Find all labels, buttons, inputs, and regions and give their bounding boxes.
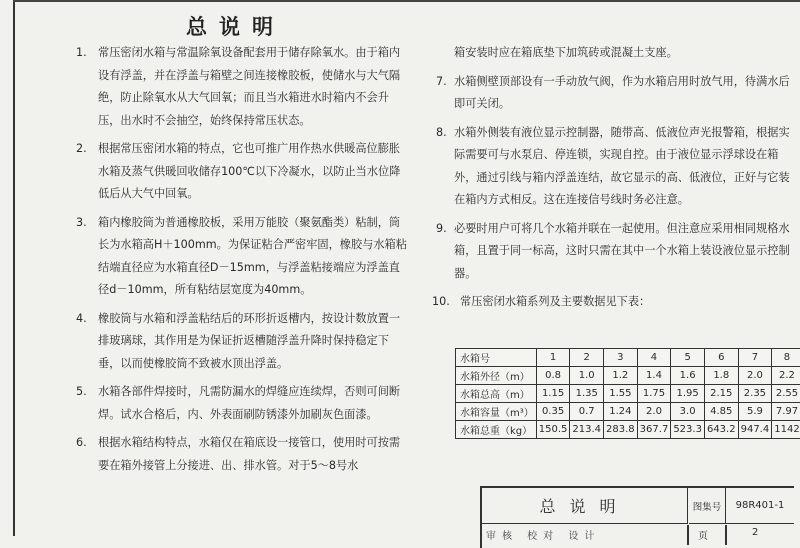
note-item-4 bbox=[70, 308, 410, 376]
table-cell: 2.2 bbox=[772, 367, 800, 385]
table-cell: 367.7 bbox=[637, 421, 671, 439]
table-header-cell: 3 bbox=[604, 349, 638, 367]
table-cell: 1.6 bbox=[671, 367, 705, 385]
note-number: 4. bbox=[76, 308, 87, 331]
note-text: 水箱侧壁顶部设有一手动放气阀，作为水箱启用时放气用，待满水后即可关闭。 bbox=[454, 75, 790, 111]
note-text: 必要时用户可将几个水箱并联在一起使用。但注意应采用相同规格水箱，且置于同一标高，这时只需在其中一个水箱上装设液位显示控制器。 bbox=[454, 222, 790, 280]
table-row bbox=[456, 421, 800, 439]
page-title: 总说明 bbox=[186, 11, 285, 41]
note-number: 1. bbox=[76, 42, 87, 65]
table-header-cell: 2 bbox=[570, 349, 604, 367]
title-block-page-number: 2 bbox=[752, 527, 758, 538]
table-header-cell: 水箱号 bbox=[456, 349, 537, 367]
table-cell: 0.7 bbox=[570, 403, 604, 421]
table-cell: 643.2 bbox=[704, 421, 738, 439]
table-cell: 1.24 bbox=[604, 403, 638, 421]
note-item-2 bbox=[70, 138, 410, 206]
title-block-signatures: 审核 校对 设计 bbox=[486, 527, 600, 542]
note-number: 6. bbox=[76, 432, 87, 455]
table-cell: 2.35 bbox=[738, 385, 772, 403]
table-cell: 947.4 bbox=[738, 421, 772, 439]
table-header-cell: 7 bbox=[738, 349, 772, 367]
note-text: 常压密闭水箱与常温除氧设备配套用于储存除氧水。由于箱内设有浮盖，并在浮盖与箱壁之间连接橡胶板，使储水与大气隔绝，防止除氧水从大气回氧；而且当水箱进水时箱内不会升压，出水时不会抽空，始终保持常压状态。 bbox=[98, 46, 400, 127]
table-cell: 2.15 bbox=[704, 385, 738, 403]
note-number: 9. bbox=[436, 218, 447, 241]
table-row bbox=[456, 403, 800, 421]
table-cell: 2.0 bbox=[738, 367, 772, 385]
tank-data-table bbox=[455, 348, 800, 439]
table-cell: 4.85 bbox=[704, 403, 738, 421]
note-number: 7. bbox=[436, 71, 447, 94]
table-row bbox=[456, 385, 800, 403]
border-line-top bbox=[13, 0, 800, 2]
table-cell: 213.4 bbox=[570, 421, 604, 439]
table-header-cell: 1 bbox=[536, 349, 570, 367]
table-cell: 283.8 bbox=[604, 421, 638, 439]
table-cell: 1.8 bbox=[704, 367, 738, 385]
note-text: 常压密闭水箱系列及主要数据见下表： bbox=[460, 295, 650, 308]
table-cell: 5.9 bbox=[738, 403, 772, 421]
table-cell: 7.97 bbox=[772, 403, 800, 421]
note-item-6-continued bbox=[432, 42, 794, 65]
note-number: 3. bbox=[76, 212, 87, 235]
table-cell: 2.0 bbox=[637, 403, 671, 421]
title-block-page-label: 页 bbox=[698, 527, 708, 542]
table-cell: 1.4 bbox=[637, 367, 671, 385]
border-line-left bbox=[13, 0, 15, 536]
note-item-10 bbox=[432, 291, 794, 314]
note-number: 10. bbox=[432, 291, 450, 314]
table-cell: 1.0 bbox=[570, 367, 604, 385]
note-text: 橡胶筒与水箱和浮盖粘结后的环形折返槽内，按设计数放置一排玻璃球，其作用是为保证折返槽随浮盖升降时保持稳定下垂，以而使橡胶筒不致被水顶出浮盖。 bbox=[98, 312, 400, 370]
note-text: 根据水箱结构特点，水箱仅在箱底设一接管口，使用时可按需要在箱外接管上分接进、出、排水管。对于5～8号水 bbox=[98, 436, 400, 472]
table-cell: 523.3 bbox=[671, 421, 705, 439]
title-block-divider bbox=[725, 525, 727, 545]
note-text: 水箱各部件焊接时，凡需防漏水的焊缝应连续焊，否则可间断焊。试水合格后，内、外表面刷防锈漆外加刷灰色面漆。 bbox=[98, 385, 400, 421]
table-header-cell: 4 bbox=[637, 349, 671, 367]
table-cell: 1.75 bbox=[637, 385, 671, 403]
table-cell: 水箱外径（m） bbox=[456, 367, 537, 385]
table-cell: 0.35 bbox=[536, 403, 570, 421]
note-text: 箱安装时应在箱底垫下加筑砖或混凝土支座。 bbox=[454, 46, 678, 59]
table-cell: 1142 bbox=[772, 421, 800, 439]
table-cell: 2.55 bbox=[772, 385, 800, 403]
table-header-cell: 6 bbox=[704, 349, 738, 367]
table-cell: 1.55 bbox=[604, 385, 638, 403]
title-block-divider bbox=[687, 525, 689, 545]
title-block-atlas-label: 图集号 bbox=[689, 488, 726, 524]
table-cell: 水箱容量（m³） bbox=[456, 403, 537, 421]
table-cell: 1.2 bbox=[604, 367, 638, 385]
table-header-cell: 8 bbox=[772, 349, 800, 367]
right-column bbox=[432, 42, 794, 320]
table-cell: 3.0 bbox=[671, 403, 705, 421]
table-header-row bbox=[456, 349, 800, 367]
note-text: 根据常压密闭水箱的特点，它也可推广用作热水供暖高位膨胀水箱及蒸气供暖回收储存100℃以下冷凝水，以防止当水位降低后从大气中回氧。 bbox=[98, 142, 400, 200]
note-number: 5. bbox=[76, 381, 87, 404]
table-row bbox=[456, 367, 800, 385]
table-header-cell: 5 bbox=[671, 349, 705, 367]
note-item-7 bbox=[432, 71, 794, 116]
note-text: 水箱外侧装有液位显示控制器，随带高、低液位声光报警箱，根据实际需要可与水泵启、停连锁，实现自控。由于液位显示浮球设在箱外，通过引线与箱内浮盖连结，故它显示的高、低液位，正好与它装在箱内方式相反。这在连接信号线时务必注意。 bbox=[454, 126, 790, 207]
note-text: 箱内橡胶筒为普通橡胶板，采用万能胶（聚氨酯类）粘制，筒长为水箱高H＋100mm。为保证粘合严密牢固，橡胶与水箱粘结端直径应为水箱直径D－15mm，与浮盖粘接端应为浮盖直径d－10mm，所有粘结层宽度为40mm。 bbox=[98, 216, 407, 297]
note-item-5 bbox=[70, 381, 410, 426]
note-number: 2. bbox=[76, 138, 87, 161]
left-column bbox=[70, 42, 410, 483]
note-number: 8. bbox=[436, 122, 447, 145]
table-cell: 水箱总高（m） bbox=[456, 385, 537, 403]
drawing-title-block bbox=[480, 486, 794, 548]
title-block-name: 总说明 bbox=[482, 488, 688, 524]
table-cell: 1.35 bbox=[570, 385, 604, 403]
table-cell: 1.15 bbox=[536, 385, 570, 403]
title-block-atlas-code: 98R401-1 bbox=[726, 488, 794, 524]
note-item-1 bbox=[70, 42, 410, 132]
note-item-9 bbox=[432, 218, 794, 286]
table-cell: 1.95 bbox=[671, 385, 705, 403]
table-cell: 150.5 bbox=[536, 421, 570, 439]
note-item-8 bbox=[432, 122, 794, 212]
note-item-3 bbox=[70, 212, 410, 302]
table-cell: 水箱总重（kg） bbox=[456, 421, 537, 439]
table-cell: 0.8 bbox=[536, 367, 570, 385]
note-item-6 bbox=[70, 432, 410, 477]
